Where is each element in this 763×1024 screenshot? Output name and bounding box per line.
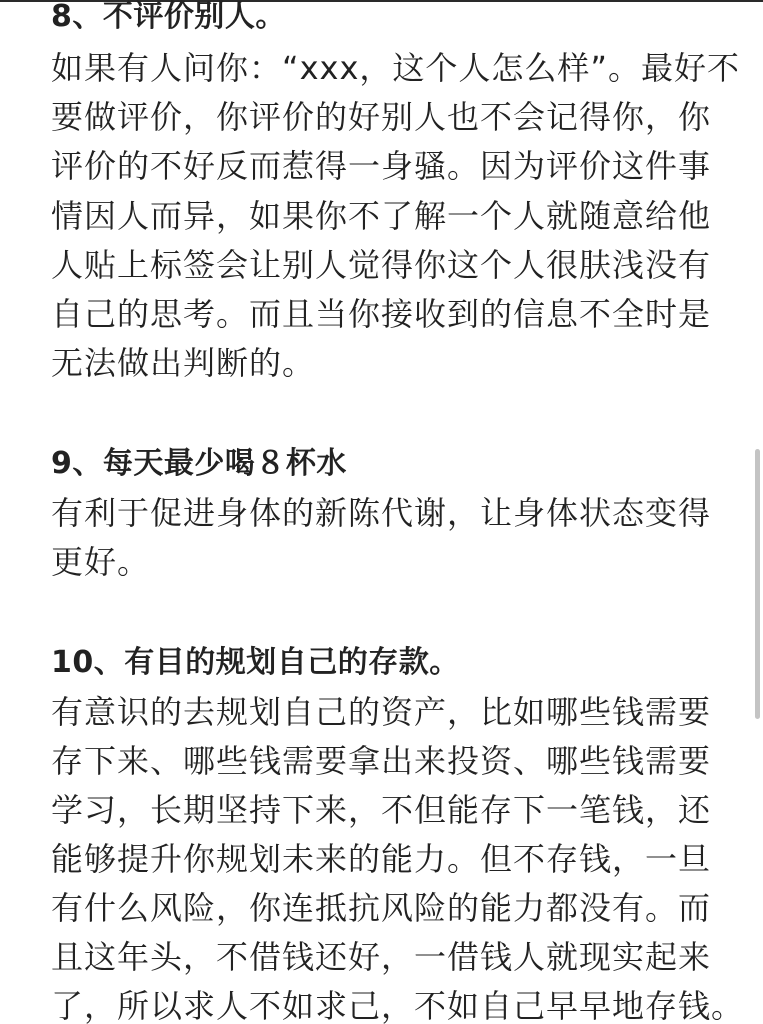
paragraph-line: 了，所以求人不如求己，不如自己早早地存钱。	[51, 987, 745, 1024]
paragraph-line: 如果有人问你：“xxx，这个人怎么样”。最好不	[51, 49, 740, 87]
paragraph-line: 且这年头，不借钱还好，一借钱人就现实起来	[51, 938, 712, 976]
vertical-scrollbar[interactable]	[753, 0, 763, 1024]
paragraph-line: 情因人而异，如果你不了解一个人就随意给他	[51, 197, 712, 235]
paragraph-line: 学习，长期坚持下来，不但能存下一笔钱，还	[51, 791, 712, 829]
paragraph-line: 自己的思考。而且当你接收到的信息不全时是	[51, 295, 712, 333]
section-heading-10: 10、有目的规划自己的存款。	[51, 645, 460, 680]
section-heading-9: 9、每天最少喝８杯水	[51, 446, 347, 481]
section-heading-8: 8、不评价别人。	[51, 0, 286, 34]
paragraph-line: 无法做出判断的。	[51, 344, 316, 382]
paragraph-line: 人贴上标签会让别人觉得你这个人很肤浅没有	[51, 246, 712, 284]
paragraph-line: 更好。	[51, 543, 151, 581]
paragraph-line: 能够提升你规划未来的能力。但不存钱，一旦	[51, 840, 712, 878]
paragraph-line: 要做评价，你评价的好别人也不会记得你，你	[51, 98, 712, 136]
paragraph-line: 有什么风险，你连抵抗风险的能力都没有。而	[51, 889, 712, 927]
scrollbar-thumb[interactable]	[755, 449, 760, 719]
paragraph-line: 评价的不好反而惹得一身骚。因为评价这件事	[51, 147, 712, 185]
paragraph-line: 存下来、哪些钱需要拿出来投资、哪些钱需要	[51, 742, 712, 780]
paragraph-line: 有利于促进身体的新陈代谢，让身体状态变得	[51, 494, 712, 532]
paragraph-line: 有意识的去规划自己的资产，比如哪些钱需要	[51, 693, 712, 731]
